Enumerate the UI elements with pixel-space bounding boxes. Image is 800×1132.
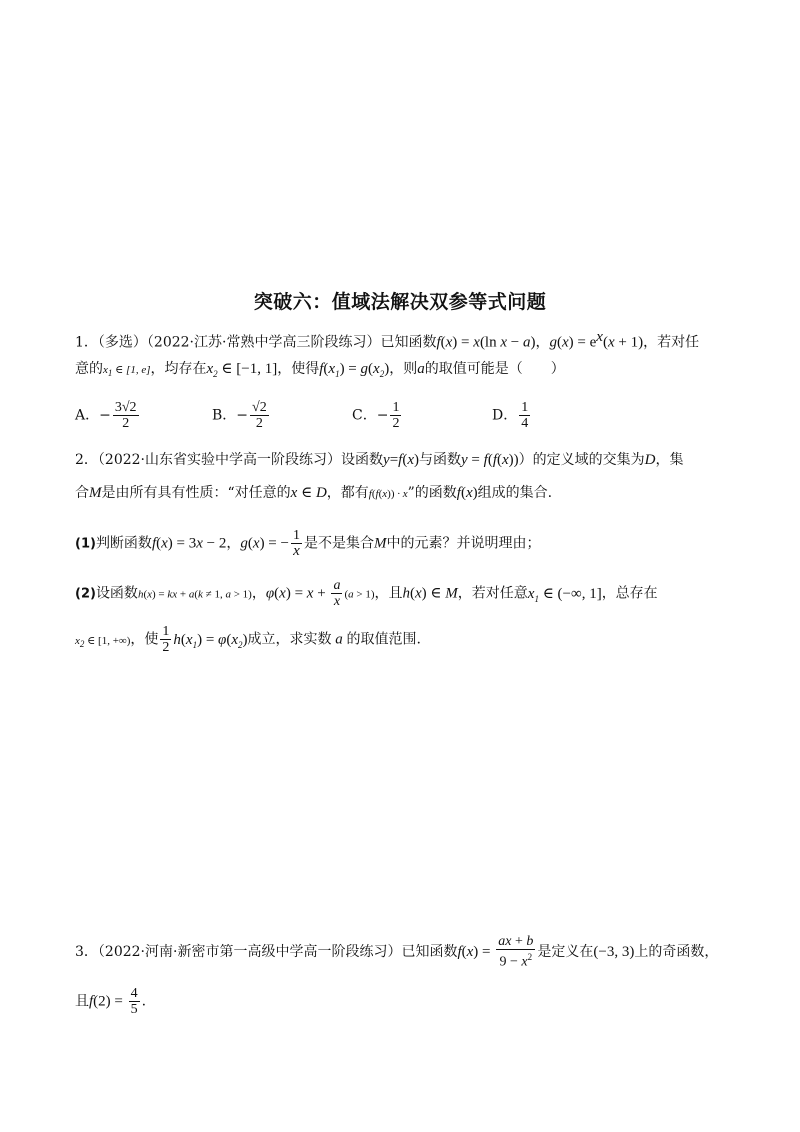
q2-line-1: 2．（2022·山东省实验中学高一阶段练习）设函数y=f(x)与函数y = f(f(x))）的定义域的交集为D，集 [75, 452, 684, 468]
q2-source: （2022·山东省实验中学高一阶段练习） [97, 452, 342, 468]
q1-tag: （多选） [97, 334, 147, 351]
q2-line-2: 合M是由所有具有性质：“对任意的x ∈ D，都有f(f(x)) · x”的函数f(x)组成的集合. [75, 485, 553, 501]
q1-option-b[interactable]: B．− $\frac{√2}{2}$ [212, 400, 267, 431]
q1-number: 1． [75, 334, 98, 351]
q2-part-2-line-2: $x_2$ ∈ [1, +∞)，使 $\frac{1}{2}$ $h(x_1) = \varphi(x_2)$成立，求实数 a 的取值范围. [75, 624, 421, 655]
option-a-numerator: 3√2 [114, 400, 137, 415]
q3-line-2: 且f(2) = $\frac{4}{5}$ . [75, 986, 147, 1017]
q2-number: 2． [75, 452, 98, 468]
q1-option-d[interactable]: D． $\frac{1}{4}$ [492, 400, 529, 431]
q1-equation: $f(x_1) = g(x_2)$ [319, 361, 390, 379]
q1-f-definition: f [436, 334, 441, 351]
q1-x1-domain: $x_1$ ∈ [1, e] [103, 364, 151, 379]
q1-option-a[interactable]: A．− $\frac{3√2}{2}$ [75, 400, 137, 431]
section-title: 突破六：值域法解决双参等式问题 [253, 291, 547, 313]
q2-part-2-line-1: (2)设函数h(x) = kx + a(k ≠ 1, a > 1)，φ(x) = x + $\frac{a}{x}$ (a > 1)，且h(x) ∈ M，若对任意$x_1$ ∈ (−∞, 1]，总存在 [75, 578, 658, 609]
q1-source: （2022·江苏·常熟中学高三阶段练习） [146, 334, 381, 351]
q2-part-1: (1)判断函数f(x) = 3x − 2，g(x) = − $\frac{1}{x}$ 是不是集合M中的元素？并说明理由； [75, 528, 541, 559]
q1-text: 已知函数 [380, 334, 437, 351]
q1-line-2: 意的$x_1$ ∈ [1, e]，均存在$x_2$ ∈ [−1, 1]，使得$f(x_1) = g(x_2)$，则a的取值可能是（ ） [75, 361, 565, 379]
option-b-numerator: √2 [252, 400, 267, 415]
q1-x2-domain: $x_2$ ∈ [−1, 1] [206, 361, 278, 379]
q3-line-1: 3．（2022·河南·新密市第一高级中学高一阶段练习）已知函数f(x) = $\frac{ax + b}{9 - x^2}$ 是定义在(−3, 3)上的奇函数， [75, 934, 719, 970]
q1-g-definition: g [549, 334, 557, 351]
q3-number: 3． [75, 943, 98, 960]
q3-source: （2022·河南·新密市第一高级中学高一阶段练习） [97, 943, 402, 960]
q1-line-1: 1．（多选）（2022·江苏·常熟中学高三阶段练习）已知函数f(x) = x(ln x − a)，$g(x) = e^x(x + 1)$，若对任 [75, 329, 700, 351]
q1-option-c[interactable]: C．− $\frac{1}{2}$ [352, 400, 400, 431]
